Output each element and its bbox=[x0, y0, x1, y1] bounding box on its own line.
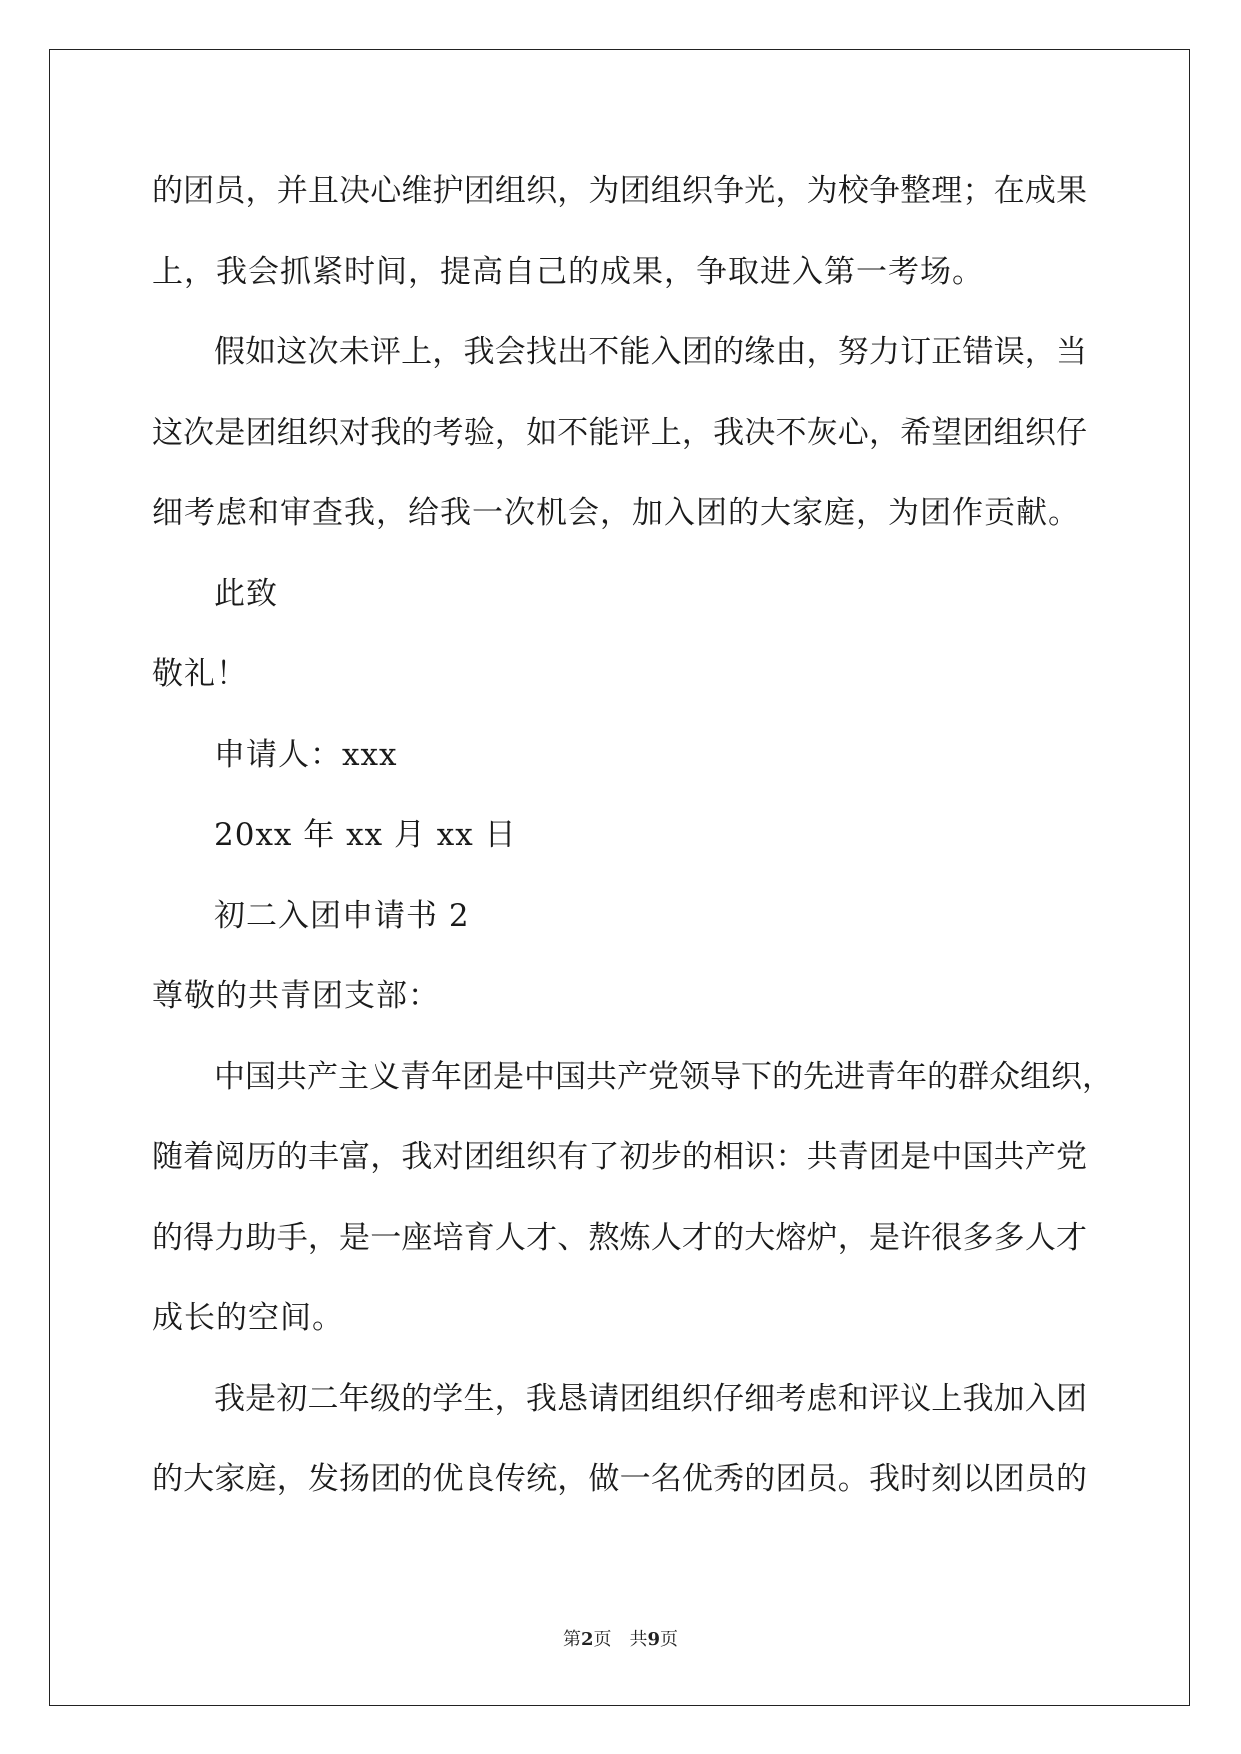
body-line-1: 的团员，并且决心维护团组织，为团组织争光，为校争整理；在成果 bbox=[152, 173, 1087, 209]
page-footer bbox=[0, 1628, 1241, 1652]
footer-page-prefix: 第 bbox=[562, 1629, 581, 1650]
applicant-line: 申请人：xxx bbox=[214, 737, 398, 773]
body-line-2: 上，我会抓紧时间，提高自己的成果，争取进入第一考场。 bbox=[152, 254, 984, 290]
body-line-14: 的得力助手，是一座培育人才、熬炼人才的大熔炉，是许很多多人才 bbox=[152, 1220, 1087, 1256]
body-line-15: 成长的空间。 bbox=[152, 1300, 344, 1336]
body-line-4: 这次是团组织对我的考验，如不能评上，我决不灰心，希望团组织仔 bbox=[152, 415, 1087, 451]
footer-page-total: 9 bbox=[647, 1629, 661, 1650]
date-line: 20xx 年 xx 月 xx 日 bbox=[214, 817, 517, 853]
body-line-3: 假如这次未评上，我会找出不能入团的缘由，努力订正错误，当 bbox=[214, 334, 1087, 370]
footer-total-suffix: 页 bbox=[660, 1629, 679, 1650]
greeting-line: 尊敬的共青团支部： bbox=[152, 978, 440, 1014]
body-line-13: 随着阅历的丰富，我对团组织有了初步的相识：共青团是中国共产党 bbox=[152, 1139, 1087, 1175]
page-border bbox=[49, 49, 1190, 1706]
closing-salutation: 此致 bbox=[214, 576, 278, 612]
footer-page-suffix: 页 bbox=[593, 1629, 612, 1650]
closing-regards: 敬礼！ bbox=[152, 656, 248, 692]
body-line-16: 我是初二年级的学生，我恳请团组织仔细考虑和评议上我加入团 bbox=[214, 1381, 1087, 1417]
body-line-17: 的大家庭，发扬团的优良传统，做一名优秀的团员。我时刻以团员的 bbox=[152, 1461, 1087, 1497]
body-line-12: 中国共产主义青年团是中国共产党领导下的先进青年的群众组织， bbox=[214, 1059, 1113, 1095]
footer-total-prefix: 共 bbox=[629, 1629, 648, 1650]
body-line-5: 细考虑和审查我，给我一次机会，加入团的大家庭，为团作贡献。 bbox=[152, 495, 1080, 531]
footer-page-current: 2 bbox=[580, 1629, 594, 1650]
section-title: 初二入团申请书 2 bbox=[214, 898, 470, 934]
